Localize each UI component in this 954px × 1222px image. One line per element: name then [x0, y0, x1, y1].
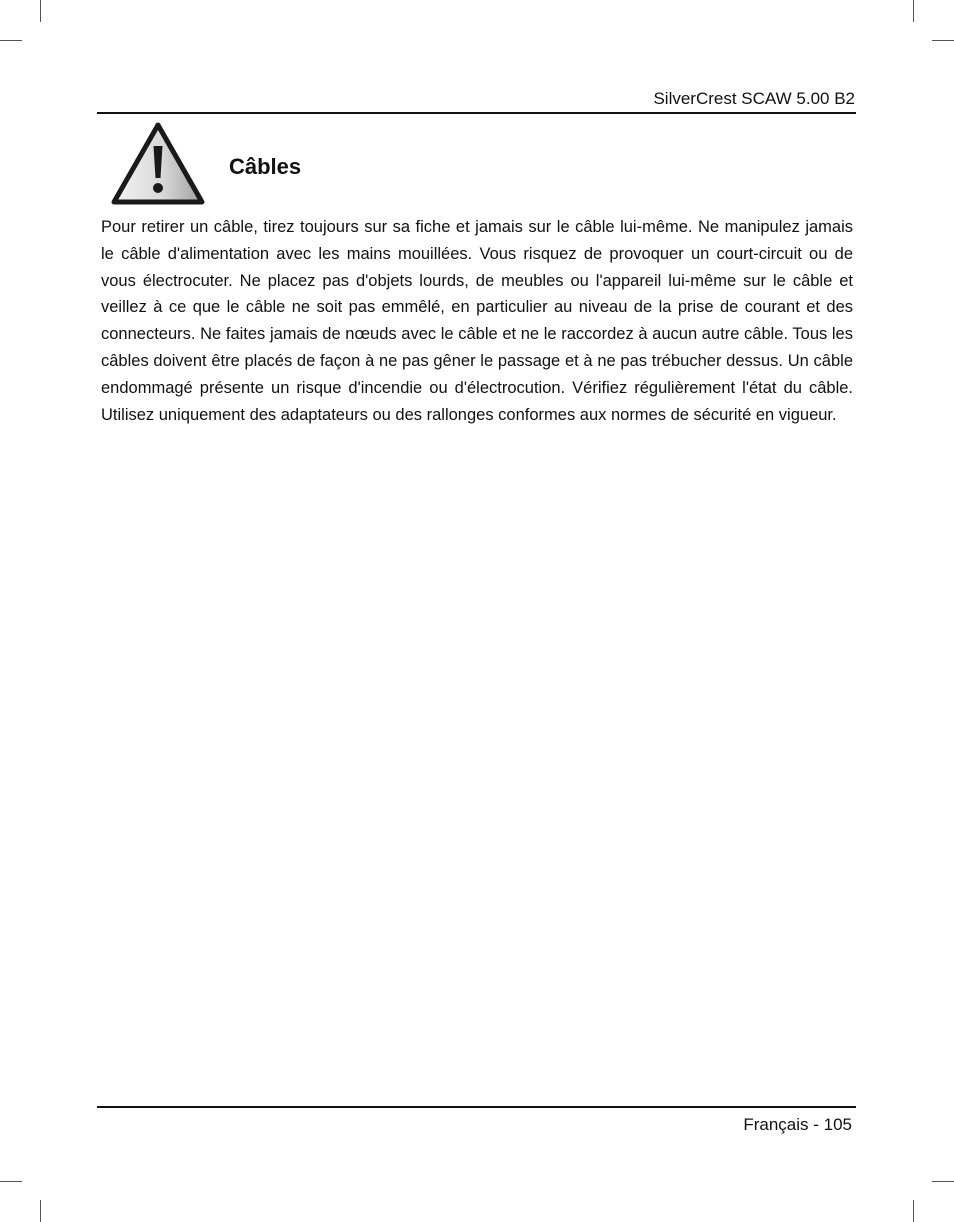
- crop-mark-bottom-right-vertical: [913, 1200, 914, 1222]
- header-rule: [97, 112, 856, 114]
- header-product-name: SilverCrest SCAW 5.00 B2: [653, 89, 855, 108]
- crop-mark-top-left-vertical: [40, 0, 41, 22]
- crop-mark-top-left-horizontal: [0, 40, 22, 41]
- crop-mark-bottom-right-horizontal: [932, 1181, 954, 1182]
- crop-mark-bottom-left-horizontal: [0, 1181, 22, 1182]
- footer-rule: [97, 1106, 856, 1108]
- footer-page-label: Français - 105: [743, 1115, 852, 1134]
- crop-mark-bottom-left-vertical: [40, 1200, 41, 1222]
- section-body-text: Pour retirer un câble, tirez toujours sur sa fiche et jamais sur le câble lui-même. Ne manipulez jamais le câble d'alimentation avec les mains mouillées. Vous risquez de provoquer un court-circuit ou de vous électrocuter. Ne placez pas d'objets lourds, de meubles ou l'appareil lui-même sur le câble et veillez à ce que le câble ne soit pas emmêlé, en particulier au niveau de la prise de courant et des connecteurs. Ne faites jamais de nœuds avec le câble et ne le raccordez à aucun autre câble. Tous les câbles doivent être placés de façon à ne pas gêner le passage et à ne pas trébucher dessus. Un câble endommagé présente un risque d'incendie ou d'électrocution. Vérifiez régulièrement l'état du câble. Utilisez uniquement des adaptateurs ou des rallonges conformes aux normes de sécurité en vigueur.: [101, 218, 853, 424]
- crop-mark-top-right-horizontal: [932, 40, 954, 41]
- crop-mark-top-right-vertical: [913, 0, 914, 22]
- section-title: Câbles: [229, 154, 302, 179]
- warning-triangle-icon: [111, 122, 205, 206]
